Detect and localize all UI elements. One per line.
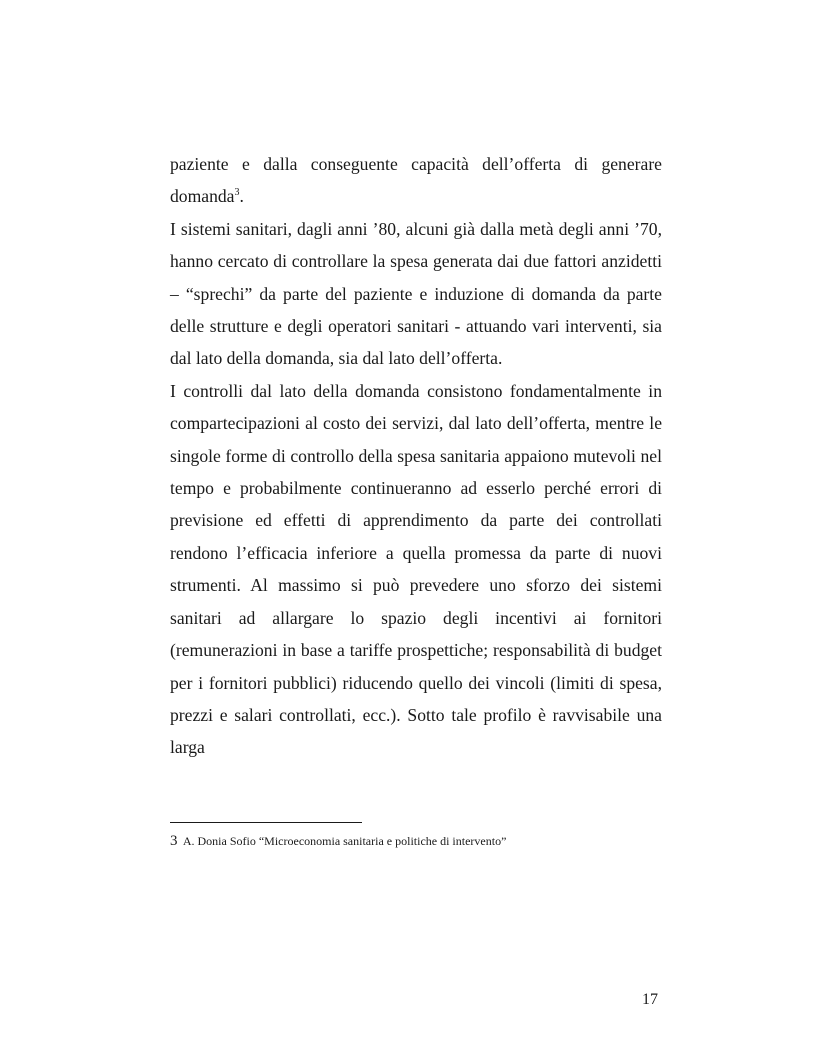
page-number: 17 (642, 991, 658, 1008)
body-text (170, 148, 662, 764)
paragraph-3: I controlli dal lato della domanda consistono fondamentalmente in compartecipazioni al costo dei servizi, dal lato dell’offerta, mentre le singole forme di controllo della spesa sanitaria appaiono mutevoli nel tempo e probabilmente continueranno ad esserlo perché errori di previsione ed effetti di apprendimento da parte dei controllati rendono l’efficacia inferiore a quella promessa da parte di nuovi strumenti. Al massimo si può prevedere uno sforzo dei sistemi sanitari ad allargare lo spazio degli incentivi ai fornitori (remunerazioni in base a tariffe prospettiche; responsabilità di budget per i fornitori pubblici) riducendo quello dei vincoli (limiti di spesa, prezzi e salari controllati, ecc.). Sotto tale profilo è ravvisabile una larga (170, 380, 662, 758)
paragraph-2: I sistemi sanitari, dagli anni ’80, alcuni già dalla metà degli anni ’70, hanno cercato di controllare la spesa generata dai due fattori anzidetti – “sprechi” da parte del paziente e induzione di domanda da parte delle strutture e degli operatori sanitari - attuando vari interventi, sia dal lato della domanda, sia dal lato dell’offerta. (170, 218, 662, 369)
footnote-number: 3 (170, 833, 178, 849)
footnote-reference[interactable]: 3 (234, 187, 240, 199)
footnote-text: A. Donia Sofio “Microeconomia sanitaria e politiche di intervento” (182, 834, 507, 848)
footnote-separator (170, 822, 362, 823)
paragraph-1-end: . (239, 186, 244, 207)
paragraph-1-text: paziente e dalla conseguente capacità dell’offerta di generare domanda (170, 154, 662, 207)
paragraph-1 (170, 148, 662, 213)
footnote (170, 832, 662, 850)
